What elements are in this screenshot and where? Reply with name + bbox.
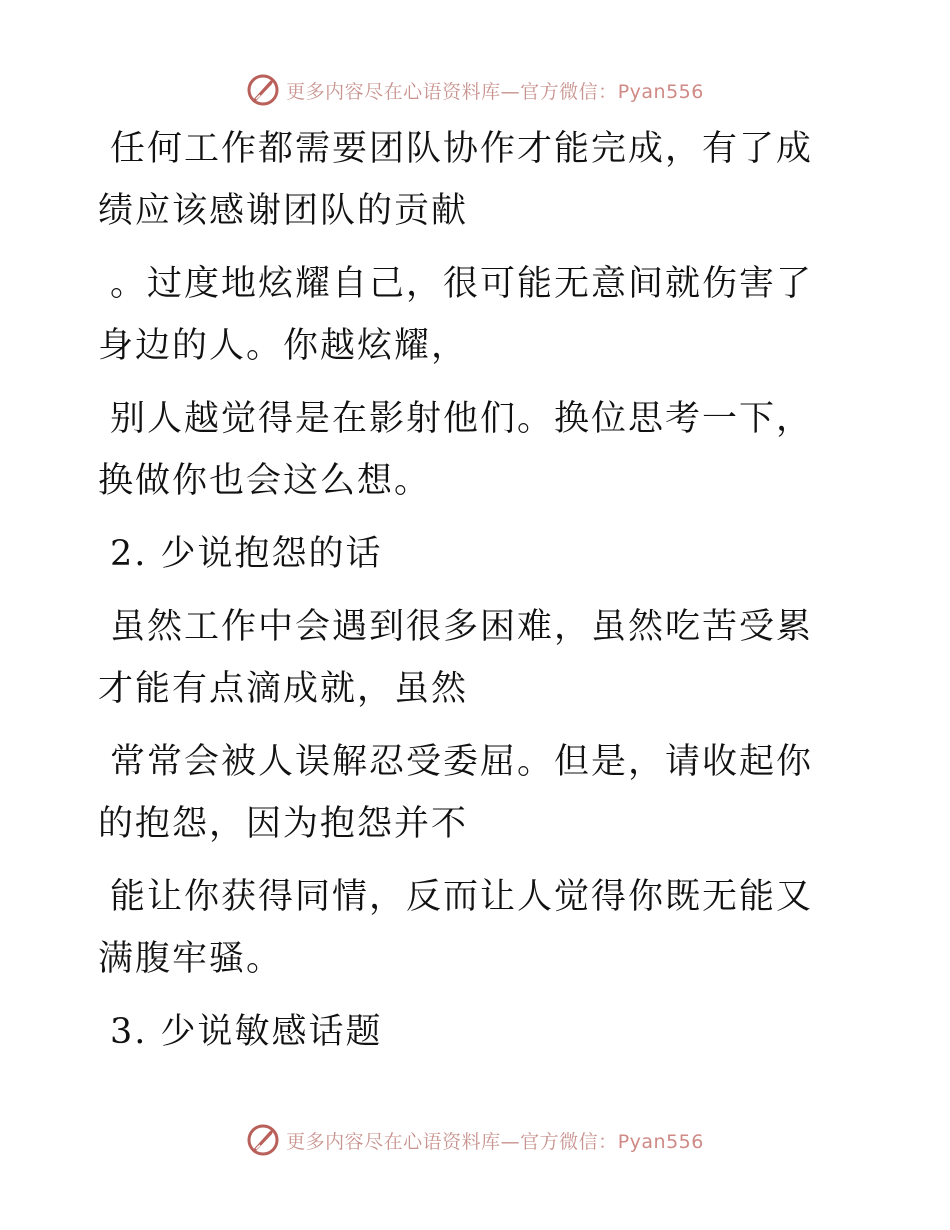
section-heading-2: 2. 少说抱怨的话 — [110, 534, 383, 574]
document-body — [98, 118, 838, 1074]
paragraph-6: 能让你获得同情，反而让人觉得你既无能又满腹牢骚。 — [98, 877, 814, 979]
footer-watermark-banner — [0, 1120, 950, 1160]
paragraph-1: 任何工作都需要团队协作才能完成，有了成绩应该感谢团队的贡献 — [98, 129, 814, 231]
paragraph-3: 别人越觉得是在影射他们。换位思考一下，换做你也会这么想。 — [98, 399, 814, 501]
header-watermark-banner — [0, 70, 950, 110]
banner-text: 更多内容尽在心语资料库—官方微信：Pyan556 — [286, 1130, 704, 1153]
paragraph-5: 常常会被人误解忍受委屈。但是，请收起你的抱怨，因为抱怨并不 — [98, 742, 814, 844]
banner-text: 更多内容尽在心语资料库—官方微信：Pyan556 — [286, 80, 704, 103]
paragraph-4: 虽然工作中会遇到很多困难，虽然吃苦受累才能有点滴成就，虽然 — [98, 607, 814, 709]
quill-pen-logo-icon — [246, 73, 280, 107]
section-heading-3: 3. 少说敏感话题 — [110, 1012, 383, 1052]
paragraph-2: 。过度地炫耀自己，很可能无意间就伤害了身边的人。你越炫耀， — [98, 264, 814, 366]
quill-pen-logo-icon — [246, 1123, 280, 1157]
